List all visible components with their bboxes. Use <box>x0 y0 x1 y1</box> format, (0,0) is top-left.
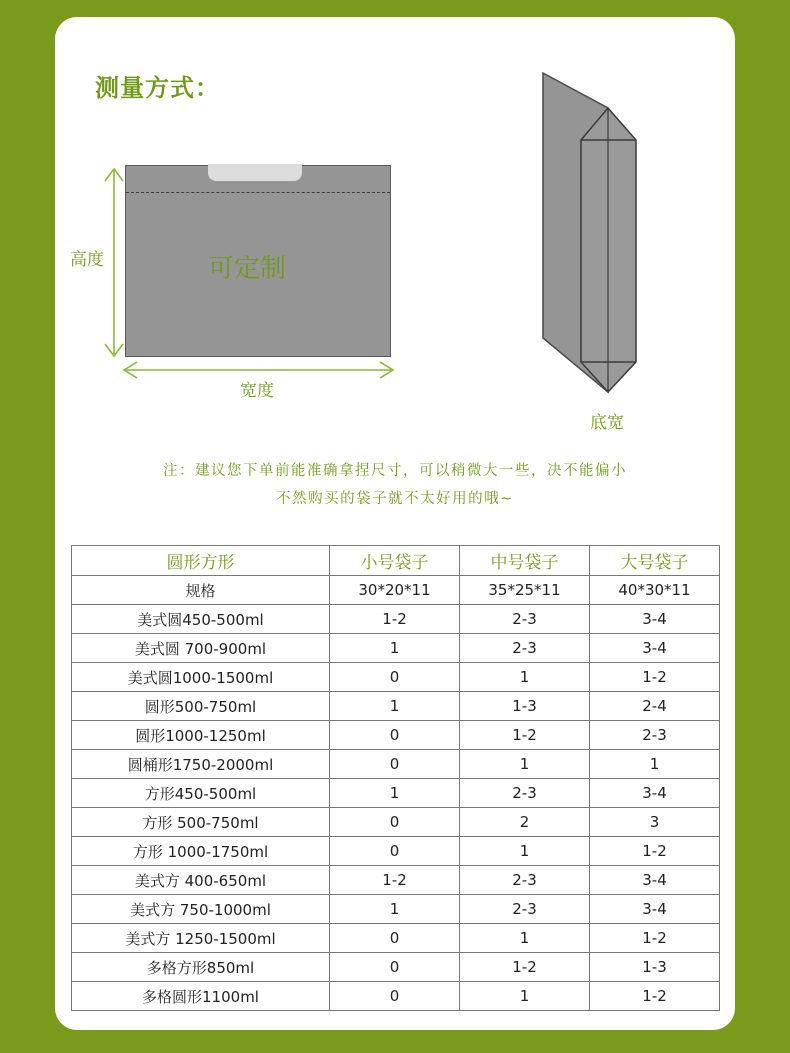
quantity-cell: 0 <box>330 721 460 750</box>
quantity-cell: 1 <box>460 663 590 692</box>
quantity-cell: 1-2 <box>330 866 460 895</box>
note-line-1: 注：建议您下单前能准确拿捏尺寸，可以稍微大一些，决不能偏小 <box>163 463 627 479</box>
table-row <box>72 866 720 895</box>
table-row <box>72 750 720 779</box>
row-label-cell: 方形 1000-1750ml <box>72 837 330 866</box>
quantity-cell: 1 <box>460 982 590 1011</box>
table-row <box>72 721 720 750</box>
quantity-cell: 1-2 <box>590 982 720 1011</box>
table-row <box>72 924 720 953</box>
quantity-cell: 2-3 <box>460 634 590 663</box>
row-label-cell: 圆形500-750ml <box>72 692 330 721</box>
customizable-label: 可定制 <box>208 254 287 284</box>
quantity-cell: 1-3 <box>460 692 590 721</box>
row-label-cell: 圆形1000-1250ml <box>72 721 330 750</box>
quantity-cell: 40*30*11 <box>590 576 720 605</box>
quantity-cell: 1-2 <box>590 837 720 866</box>
quantity-cell: 1-2 <box>460 953 590 982</box>
quantity-cell: 3-4 <box>590 779 720 808</box>
table-row <box>72 982 720 1011</box>
quantity-cell: 0 <box>330 837 460 866</box>
quantity-cell: 1 <box>330 634 460 663</box>
note-line-2: 不然购买的袋子就不太好用的哦~ <box>276 491 514 507</box>
quantity-cell: 0 <box>330 808 460 837</box>
side-bag-diagram <box>543 73 636 392</box>
row-label-cell: 美式圆450-500ml <box>72 605 330 634</box>
row-label-cell: 圆桶形1750-2000ml <box>72 750 330 779</box>
quantity-cell: 0 <box>330 982 460 1011</box>
row-label-cell: 美式方 750-1000ml <box>72 895 330 924</box>
row-label-cell: 方形 500-750ml <box>72 808 330 837</box>
table-row <box>72 953 720 982</box>
width-label: 宽度 <box>240 381 274 401</box>
quantity-cell: 0 <box>330 750 460 779</box>
table-row <box>72 808 720 837</box>
quantity-cell: 2-4 <box>590 692 720 721</box>
quantity-cell: 3 <box>590 808 720 837</box>
bottom-width-label: 底宽 <box>590 413 624 433</box>
table-header-row <box>72 546 720 576</box>
column-header: 大号袋子 <box>590 546 720 576</box>
quantity-cell: 35*25*11 <box>460 576 590 605</box>
table-row <box>72 692 720 721</box>
table-row <box>72 605 720 634</box>
row-label-cell: 美式方 1250-1500ml <box>72 924 330 953</box>
quantity-cell: 3-4 <box>590 634 720 663</box>
quantity-cell: 0 <box>330 953 460 982</box>
table-row <box>72 634 720 663</box>
quantity-cell: 0 <box>330 924 460 953</box>
table-row <box>72 895 720 924</box>
row-label-cell: 方形450-500ml <box>72 779 330 808</box>
table-row <box>72 779 720 808</box>
column-header: 圆形方形 <box>72 546 330 576</box>
table-row <box>72 837 720 866</box>
quantity-cell: 1-3 <box>590 953 720 982</box>
bag-seal-line <box>126 192 390 193</box>
quantity-cell: 1-2 <box>590 663 720 692</box>
row-label-cell: 美式圆 700-900ml <box>72 634 330 663</box>
quantity-cell: 1-2 <box>460 721 590 750</box>
page-title: 测量方式： <box>95 74 220 102</box>
quantity-cell: 0 <box>330 663 460 692</box>
size-table <box>71 545 720 1011</box>
column-header: 小号袋子 <box>330 546 460 576</box>
quantity-cell: 2 <box>460 808 590 837</box>
quantity-cell: 30*20*11 <box>330 576 460 605</box>
quantity-cell: 2-3 <box>460 779 590 808</box>
quantity-cell: 2-3 <box>460 895 590 924</box>
quantity-cell: 3-4 <box>590 605 720 634</box>
quantity-cell: 1 <box>330 779 460 808</box>
quantity-cell: 1-2 <box>590 924 720 953</box>
quantity-cell: 1 <box>590 750 720 779</box>
row-label-cell: 美式圆1000-1500ml <box>72 663 330 692</box>
table-row <box>72 576 720 605</box>
quantity-cell: 1 <box>460 837 590 866</box>
quantity-cell: 1 <box>460 750 590 779</box>
row-label-cell: 多格圆形1100ml <box>72 982 330 1011</box>
quantity-cell: 2-3 <box>590 721 720 750</box>
row-label-cell: 规格 <box>72 576 330 605</box>
quantity-cell: 1-2 <box>330 605 460 634</box>
quantity-cell: 3-4 <box>590 895 720 924</box>
bag-handle <box>208 164 302 181</box>
quantity-cell: 1 <box>330 692 460 721</box>
row-label-cell: 美式方 400-650ml <box>72 866 330 895</box>
quantity-cell: 2-3 <box>460 605 590 634</box>
quantity-cell: 1 <box>330 895 460 924</box>
column-header: 中号袋子 <box>460 546 590 576</box>
quantity-cell: 3-4 <box>590 866 720 895</box>
quantity-cell: 2-3 <box>460 866 590 895</box>
quantity-cell: 1 <box>460 924 590 953</box>
table-row <box>72 663 720 692</box>
height-label: 高度 <box>70 250 104 270</box>
row-label-cell: 多格方形850ml <box>72 953 330 982</box>
flat-bag-diagram <box>125 165 391 357</box>
